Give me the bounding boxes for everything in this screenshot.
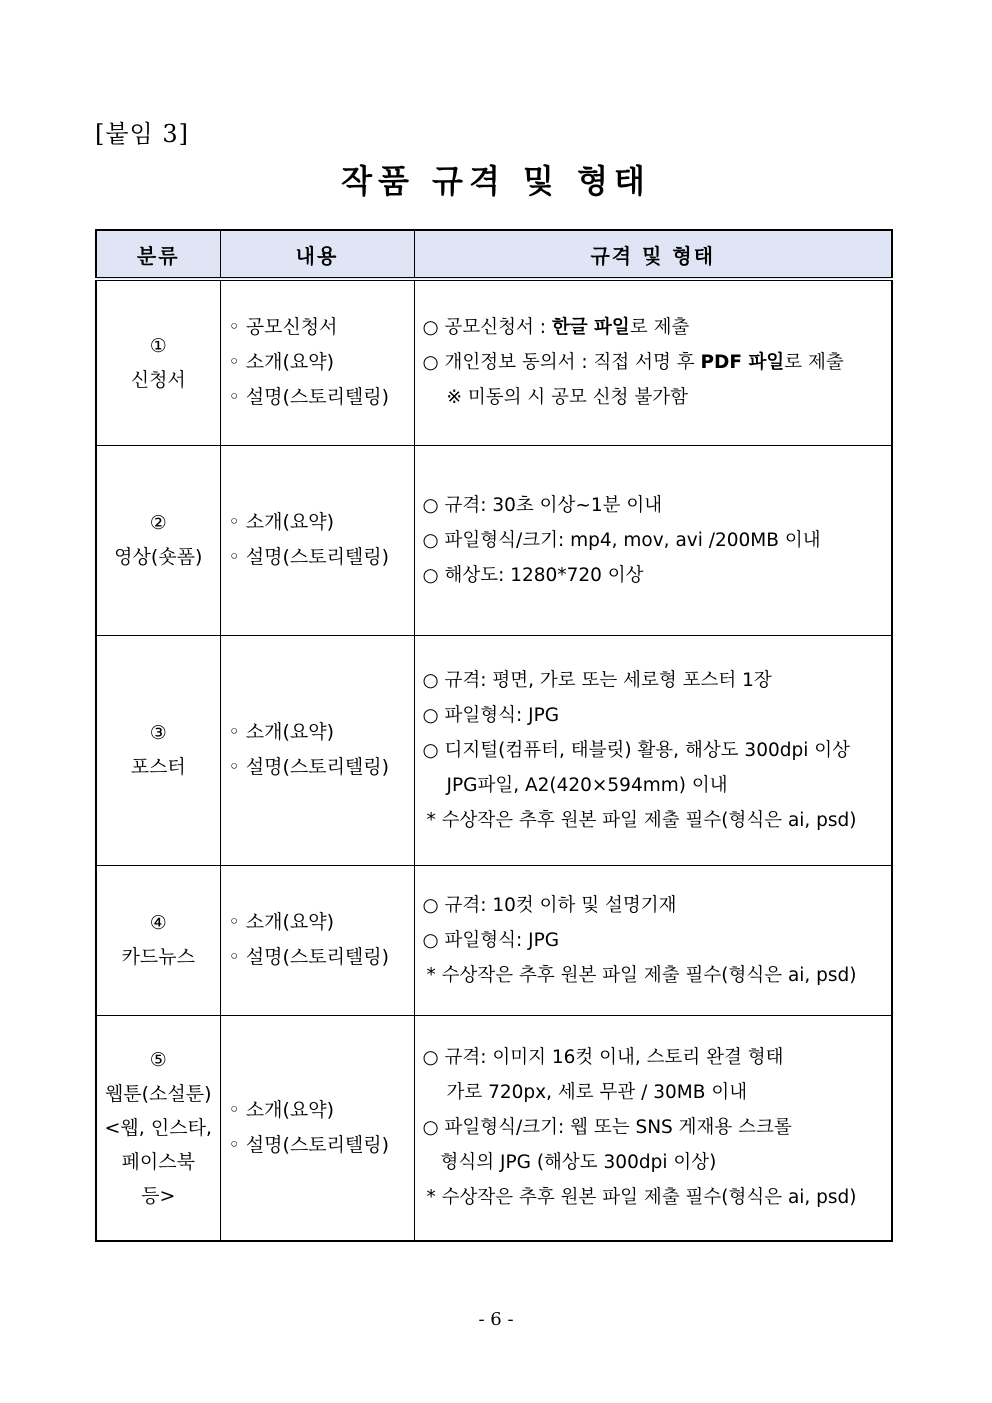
spec-line: ○ 해상도: 1280*720 이상 <box>422 564 644 586</box>
header-spec: 규격 및 형태 <box>414 230 892 279</box>
table-header-row <box>96 230 892 279</box>
table-row-webtoon <box>96 1015 892 1241</box>
spec-note: * 수상작은 추후 원본 파일 제출 필수(형식은 ai, psd) <box>426 964 857 986</box>
table-row-poster <box>96 635 892 865</box>
category-number: ③ <box>149 722 167 744</box>
spec-line: 가로 720px, 세로 무관 / 30MB 이내 <box>446 1082 748 1104</box>
spec-cell <box>414 865 892 1015</box>
content-cell <box>220 635 414 865</box>
content-cell <box>220 279 414 445</box>
content-item: ◦ 소개(요약) <box>228 511 334 533</box>
spec-note: * 수상작은 추후 원본 파일 제출 필수(형식은 ai, psd) <box>426 809 857 831</box>
spec-cell <box>414 445 892 635</box>
spec-line: ○ 파일형식: JPG <box>422 929 560 951</box>
content-item: ◦ 소개(요약) <box>228 1098 334 1121</box>
content-item: ◦ 설명(스토리텔링) <box>228 756 390 778</box>
content-item: ◦ 설명(스토리텔링) <box>228 386 390 409</box>
content-cell <box>220 1015 414 1241</box>
category-cell <box>96 279 220 445</box>
content-cell <box>220 445 414 635</box>
content-item: ◦ 공모신청서 <box>228 316 338 339</box>
category-cell <box>96 635 220 865</box>
category-label: 카드뉴스 <box>121 946 195 968</box>
content-item: ◦ 소개(요약) <box>228 911 334 933</box>
category-number: ④ <box>149 912 167 934</box>
category-number: ① <box>149 334 167 357</box>
category-label: 신청서 <box>130 368 186 391</box>
category-cell <box>96 445 220 635</box>
content-item: ◦ 설명(스토리텔링) <box>228 546 390 568</box>
category-label: 영상(숏폼) <box>114 546 203 568</box>
attachment-label: [붙임 3] <box>95 120 189 148</box>
spec-cell <box>414 279 892 445</box>
spec-line: ○ 디지털(컴퓨터, 태블릿) 활용, 해상도 300dpi 이상 <box>422 739 850 761</box>
spec-note: ※ 미동의 시 공모 신청 불가함 <box>446 387 688 409</box>
table-row-application <box>96 279 892 445</box>
category-number: ⑤ <box>149 1048 167 1071</box>
category-label: 페이스북 <box>121 1150 195 1173</box>
content-item: ◦ 설명(스토리텔링) <box>228 946 390 968</box>
category-cell <box>96 865 220 1015</box>
category-label: 웹툰(소설툰) <box>104 1082 212 1105</box>
spec-cell <box>414 1015 892 1241</box>
spec-line: ○ 개인정보 동의서 : 직접 서명 후 PDF 파일로 제출 <box>422 352 844 374</box>
category-number: ② <box>149 512 167 534</box>
spec-line: 형식의 JPG (해상도 300dpi 이상) <box>440 1152 717 1174</box>
spec-line: ○ 파일형식: JPG <box>422 704 560 726</box>
spec-line: ○ 공모신청서 : 한글 파일로 제출 <box>422 317 690 339</box>
content-item: ◦ 소개(요약) <box>228 351 334 374</box>
header-content: 내용 <box>220 230 414 279</box>
spec-line: ○ 규격: 30초 이상~1분 이내 <box>422 494 663 516</box>
content-item: ◦ 소개(요약) <box>228 721 334 743</box>
header-category: 분류 <box>96 230 220 279</box>
spec-line: ○ 파일형식/크기: mp4, mov, avi /200MB 이내 <box>422 529 821 551</box>
table-row-video <box>96 445 892 635</box>
category-label: <웹, 인스타, <box>104 1116 212 1139</box>
category-label: 등> <box>141 1184 176 1207</box>
page-number: - 6 - <box>478 1309 514 1330</box>
spec-note: * 수상작은 추후 원본 파일 제출 필수(형식은 ai, psd) <box>426 1187 857 1209</box>
table-row-cardnews <box>96 865 892 1015</box>
spec-line: JPG파일, A2(420×594mm) 이내 <box>446 774 728 796</box>
category-cell <box>96 1015 220 1241</box>
content-cell <box>220 865 414 1015</box>
spec-table <box>95 229 893 1242</box>
spec-line: ○ 파일형식/크기: 웹 또는 SNS 게재용 스크롤 <box>422 1117 792 1139</box>
content-item: ◦ 설명(스토리텔링) <box>228 1133 390 1156</box>
category-label: 포스터 <box>130 756 186 778</box>
spec-line: ○ 규격: 10컷 이하 및 설명기재 <box>422 894 677 916</box>
spec-cell <box>414 635 892 865</box>
spec-line: ○ 규격: 평면, 가로 또는 세로형 포스터 1장 <box>422 669 772 691</box>
spec-line: ○ 규격: 이미지 16컷 이내, 스토리 완결 형태 <box>422 1047 784 1069</box>
document-title: 작품 규격 및 형태 <box>341 162 651 200</box>
